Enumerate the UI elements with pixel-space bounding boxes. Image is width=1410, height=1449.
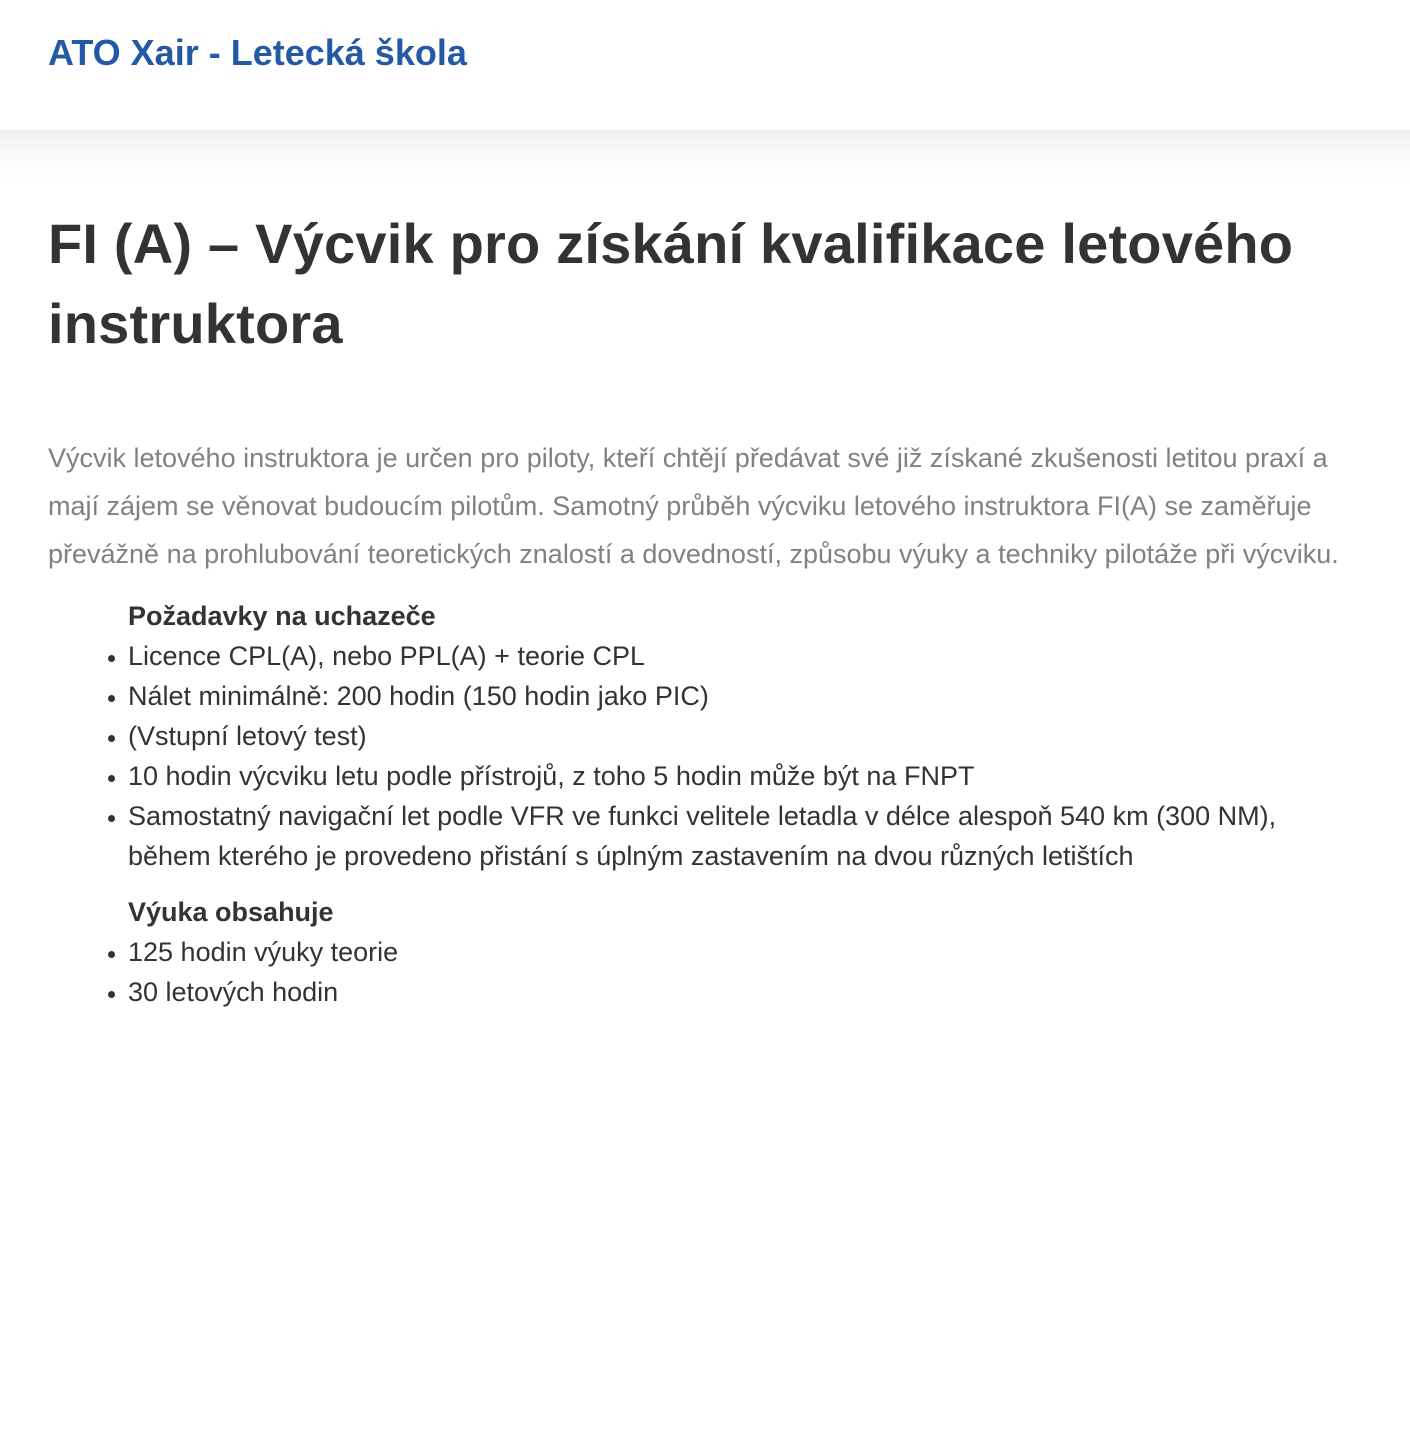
site-title-link[interactable]: ATO Xair - Letecká škola bbox=[48, 32, 467, 73]
list-item: • Licence CPL(A), nebo PPL(A) + teorie CPL bbox=[128, 636, 1362, 676]
list-item: • 10 hodin výcviku letu podle přístrojů, z toho 5 hodin může být na FNPT bbox=[128, 756, 1362, 796]
training-list bbox=[128, 932, 1362, 1012]
list-item: • (Vstupní letový test) bbox=[128, 716, 1362, 756]
site-header bbox=[0, 0, 1410, 130]
training-section bbox=[48, 892, 1362, 1012]
list-item: • Nálet minimálně: 200 hodin (150 hodin jako PIC) bbox=[128, 676, 1362, 716]
page-title: FI (A) – Výcvik pro získání kvalifikace letového instruktora bbox=[48, 212, 1294, 355]
requirements-section bbox=[48, 596, 1362, 876]
main-content bbox=[0, 204, 1410, 1012]
requirements-list bbox=[128, 636, 1362, 876]
header-shadow bbox=[0, 130, 1410, 182]
list-item: • 30 letových hodin bbox=[128, 972, 1362, 1012]
list-item: • 125 hodin výuky teorie bbox=[128, 932, 1362, 972]
list-item: • Samostatný navigační let podle VFR ve funkci velitele letadla v délce alespoň 540 km (300 NM), během kterého je provedeno přistání s úplným zastavením na dvou různých letištích bbox=[128, 796, 1362, 876]
requirements-heading: Požadavky na uchazeče bbox=[128, 601, 436, 631]
training-heading: Výuka obsahuje bbox=[128, 897, 334, 927]
intro-paragraph: Výcvik letového instruktora je určen pro piloty, kteří chtějí předávat své již získané zkušenosti letitou praxí a mají zájem se věnovat budoucím pilotům. Samotný průběh výcviku letového instruktora FI(A) se zaměřuje převážně na prohlubování teoretických znalostí a dovedností, způsobu výuky a techniky pilotáže při výcviku. bbox=[48, 443, 1339, 569]
